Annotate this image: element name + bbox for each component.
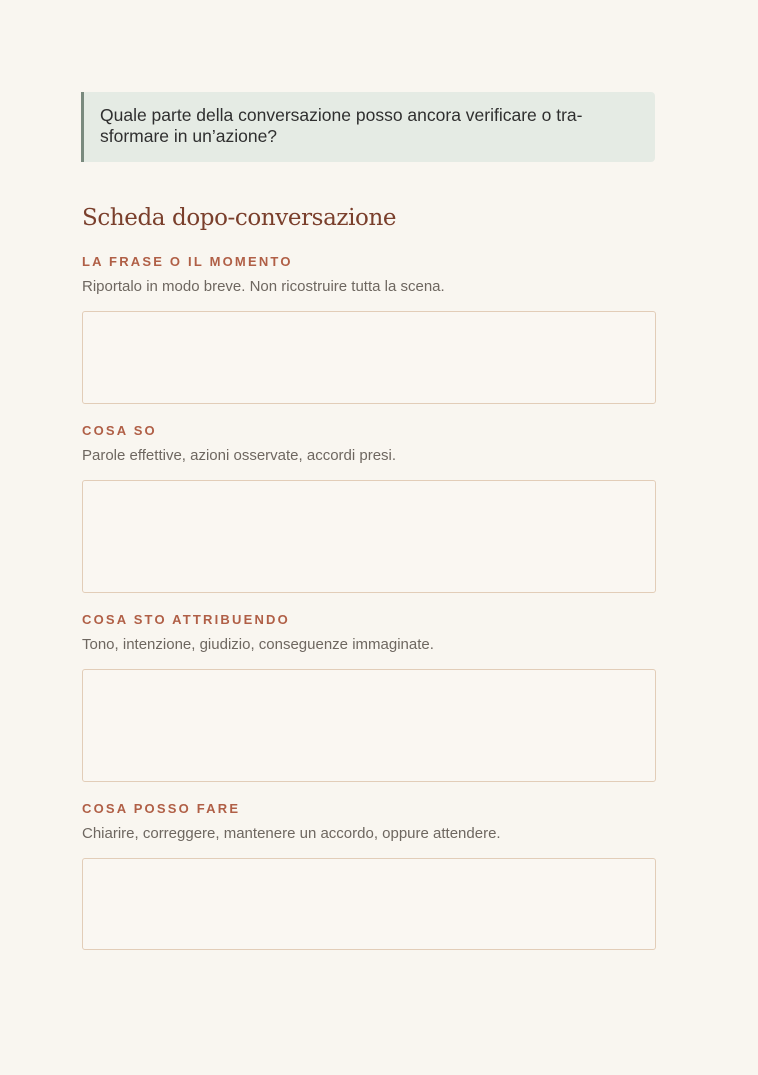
what-im-attributing-input[interactable]	[82, 669, 656, 782]
field-hint: Parole effettive, azioni osservate, accordi presi.	[82, 447, 397, 464]
worksheet-page	[81, 92, 655, 950]
field-hint: Tono, intenzione, giudizio, conseguenze immaginate.	[82, 636, 434, 653]
field-what-i-know	[82, 423, 655, 593]
callout-text: Quale parte della conversazione posso ancora verificare o tra-sformare in un’azione?	[100, 105, 583, 146]
field-phrase-or-moment	[82, 254, 655, 404]
field-label: COSA STO ATTRIBUENDO	[82, 612, 290, 627]
worksheet-title: Scheda dopo-conversazione	[82, 205, 397, 231]
field-hint: Chiarire, correggere, mantenere un accordo, oppure attendere.	[82, 825, 501, 842]
what-i-can-do-input[interactable]	[82, 858, 656, 950]
what-i-know-input[interactable]	[82, 480, 656, 593]
field-label: COSA SO	[82, 423, 157, 438]
field-what-im-attributing	[82, 612, 655, 782]
field-what-i-can-do	[82, 801, 655, 950]
field-hint: Riportalo in modo breve. Non ricostruire tutta la scena.	[82, 278, 445, 295]
field-label: COSA POSSO FARE	[82, 801, 241, 816]
field-label: LA FRASE O IL MOMENTO	[82, 254, 293, 269]
phrase-or-moment-input[interactable]	[82, 311, 656, 404]
reflection-callout	[81, 92, 655, 162]
